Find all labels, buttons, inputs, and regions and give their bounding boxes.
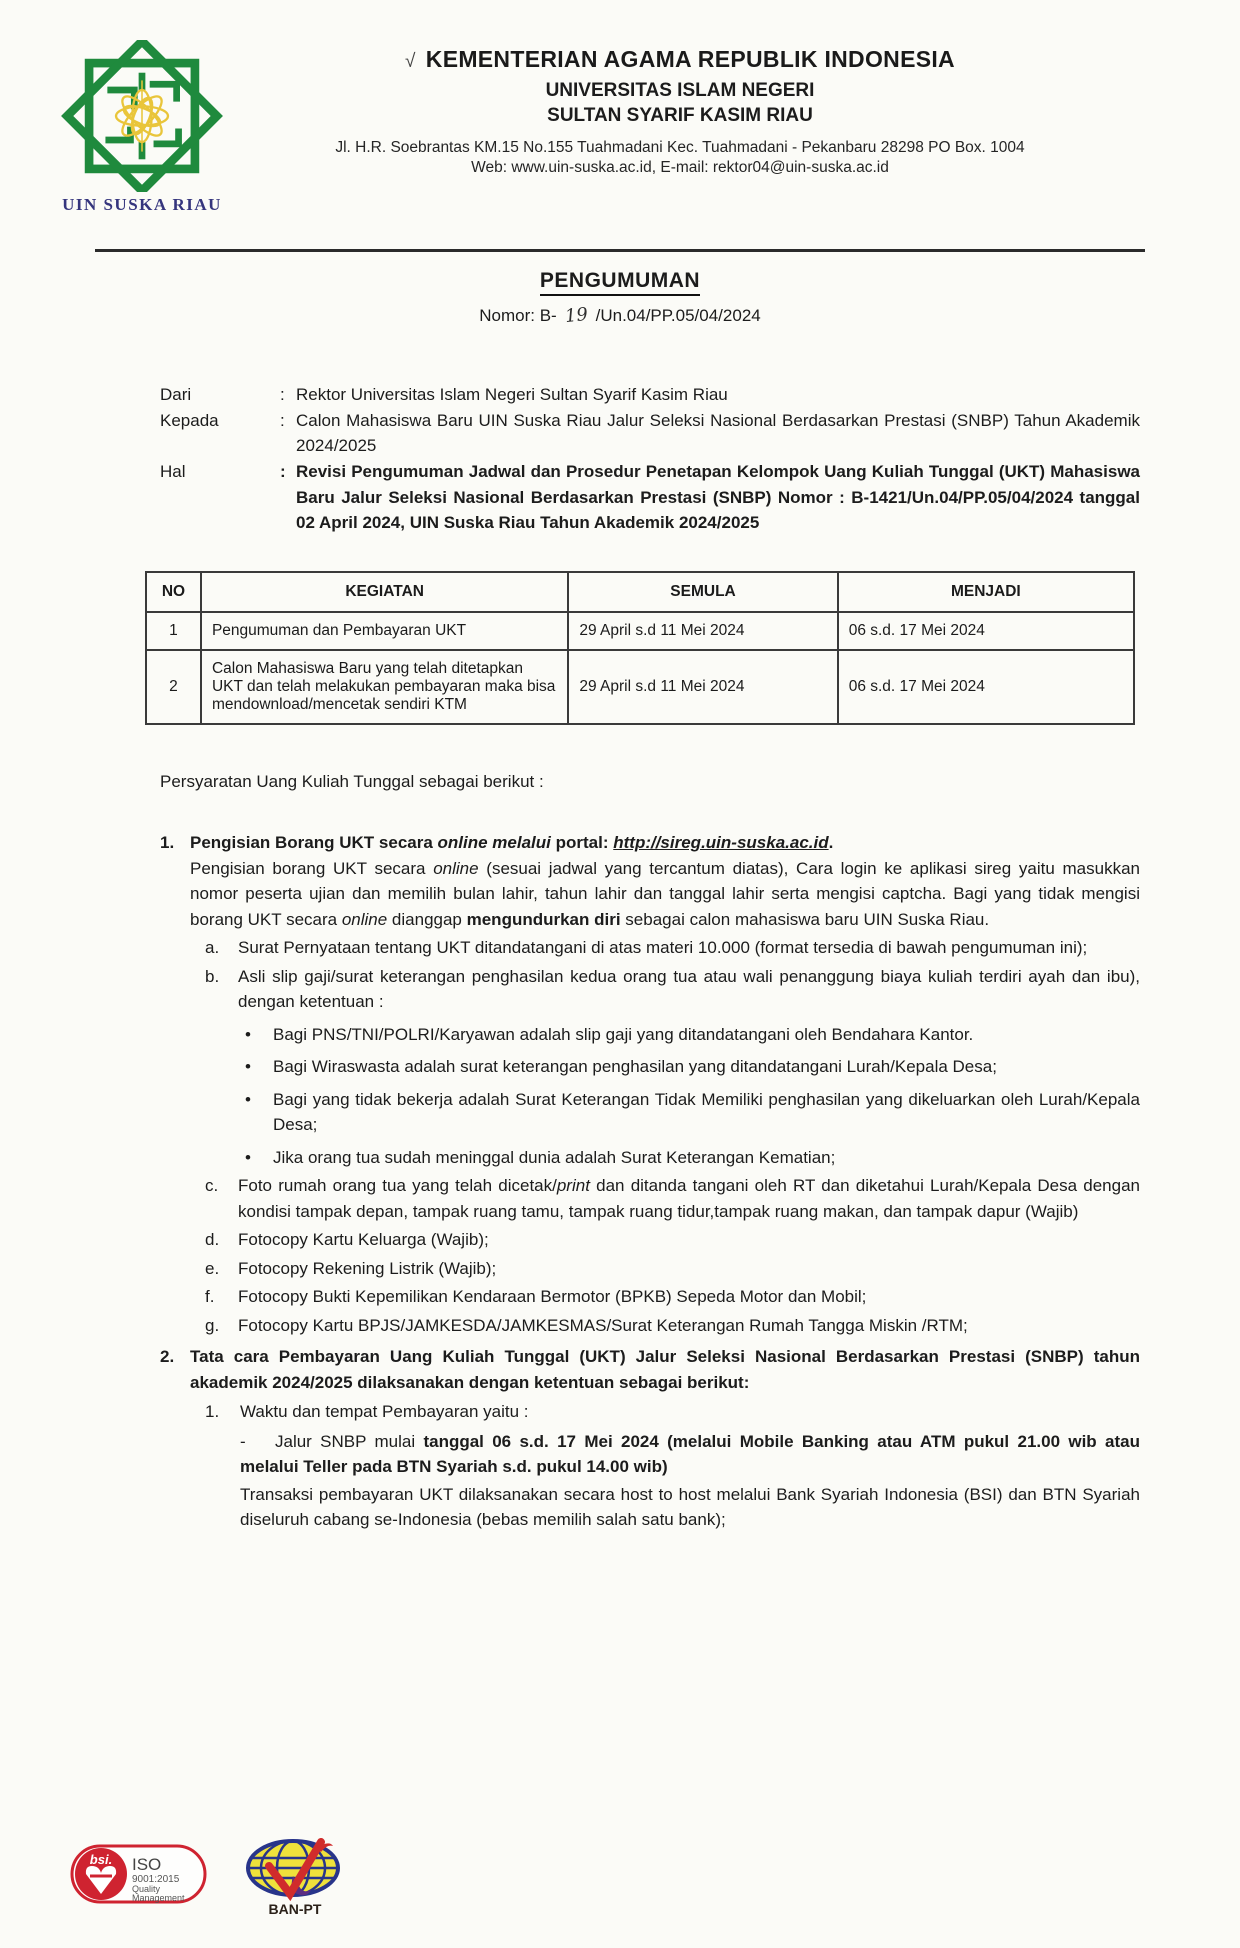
meta-value: Calon Mahasiswa Baru UIN Suska Riau Jalur Seleksi Nasional Berdasarkan Prestasi (SNBP) Tahun Akademik 2024/2025 — [296, 411, 1140, 456]
dash-text: Jalur SNBP mulai tanggal 06 s.d. 17 Mei 2024 (melalui Mobile Banking atau ATM pukul 21.00 wib atau melalui Teller pada BTN Syariah s.d. pukul 14.00 wib) — [240, 1431, 1140, 1477]
table-row — [146, 612, 1134, 650]
svg-text:9001:2015: 9001:2015 — [132, 1874, 180, 1885]
transaction-note: Transaksi pembayaran UKT dilaksanakan secara host to host melalui Bank Syariah Indonesia (BSI) dan BTN Syariah diseluruh cabang se-Indonesia (bebas memilih salah satu bank); — [240, 1484, 1140, 1530]
checkmark-icon: √ — [405, 51, 416, 72]
bullet-text: Jika orang tua sudah meninggal dunia adalah Surat Keterangan Kematian; — [273, 1147, 836, 1167]
item2-heading: Tata cara Pembayaran Uang Kuliah Tunggal (UKT) Jalur Seleksi Nasional Berdasarkan Prestasi (SNBP) tahun akademik 2024/2025 dilaksanakan dengan ketentuan sebagai berikut: — [190, 1347, 1140, 1392]
ban-pt-icon — [243, 1838, 347, 1918]
list-item-1 — [160, 830, 1140, 1338]
svg-text:ISO: ISO — [132, 1855, 162, 1874]
sub-marker: d. — [205, 1230, 220, 1250]
meta-value: Revisi Pengumuman Jadwal dan Prosedur Penetapan Kelompok Uang Kuliah Tunggal (UKT) Mahasiswa Baru Jalur Seleksi Nasional Berdasarkan Prestasi (SNBP) Nomor : B-1421/Un.04/PP.05/04/2024 tanggal 02 April 2024, UIN Suska Riau Tahun Akademik 2024/2025 — [296, 462, 1140, 532]
document-title: PENGUMUMAN — [0, 269, 1240, 296]
bullet-item — [245, 1087, 1140, 1138]
sub-text: Fotocopy Kartu BPJS/JAMKESDA/JAMKESMAS/Surat Keterangan Rumah Tangga Miskin /RTM; — [238, 1315, 968, 1335]
sub-text: Foto rumah orang tua yang telah dicetak/print dan ditanda tangani oleh RT dan diketahui Lurah/Kepala Desa dengan kondisi tampak depan, tampak ruang tamu, tampak ruang tidur,tampak ruang makan, dan tampak dapur (Wajib) — [238, 1176, 1140, 1221]
bullet-item — [245, 1145, 1140, 1171]
meta-colon: : — [280, 411, 285, 431]
cell-menjadi: 06 s.d. 17 Mei 2024 — [838, 650, 1134, 724]
requirements-intro: Persyaratan Uang Kuliah Tunggal sebagai berikut : — [160, 771, 544, 791]
schedule-revision-table — [145, 571, 1135, 725]
meta-colon: : — [280, 462, 286, 482]
letterhead-divider — [95, 249, 1145, 252]
letter-meta — [160, 382, 1140, 535]
cell-kegiatan: Pengumuman dan Pembayaran UKT — [201, 612, 568, 650]
meta-row-hal — [160, 459, 1140, 534]
inner-marker: 1. — [205, 1402, 220, 1422]
handwritten-number: 19 — [563, 303, 589, 328]
payment-time-item — [205, 1399, 1140, 1425]
meta-label: Hal — [160, 462, 186, 482]
sub-text: Surat Pernyataan tentang UKT ditandatangani di atas materi 10.000 (format tersedia di bawah pengumuman ini); — [238, 938, 1088, 958]
svg-text:bsi.: bsi. — [89, 1852, 113, 1867]
university-name-line1: UNIVERSITAS ISLAM NEGERI — [545, 80, 815, 101]
cell-semula: 29 April s.d 11 Mei 2024 — [568, 650, 837, 724]
sub-marker: f. — [205, 1287, 215, 1307]
university-seal — [52, 40, 232, 215]
bullet-icon: • — [245, 1024, 251, 1044]
svg-text:Management: Management — [132, 1893, 185, 1903]
col-header-semula: SEMULA — [568, 572, 837, 612]
meta-row-kepada — [160, 408, 1140, 458]
svg-text:BAN-PT: BAN-PT — [268, 1901, 322, 1917]
meta-label: Dari — [160, 385, 192, 404]
bullet-item — [245, 1022, 1140, 1048]
cell-no: 2 — [146, 650, 201, 724]
sub-text: Fotocopy Bukti Kepemilikan Kendaraan Bermotor (BPKB) Sepeda Motor dan Mobil; — [238, 1287, 867, 1307]
list-item-2 — [160, 1344, 1140, 1533]
meta-label: Kepada — [160, 411, 219, 431]
table-row — [146, 650, 1134, 724]
sub-marker: g. — [205, 1315, 220, 1335]
item1-heading: Pengisian Borang UKT secara online melalui portal: http://sireg.uin-suska.ac.id. — [190, 833, 834, 853]
sub-marker: b. — [205, 966, 220, 986]
university-name-line2: SULTAN SYARIF KASIM RIAU — [547, 105, 813, 126]
bullet-icon: • — [245, 1089, 251, 1109]
dash-item — [240, 1429, 1140, 1480]
bsi-iso-icon — [70, 1842, 208, 1906]
bullet-icon: • — [245, 1147, 251, 1167]
list-item-content — [190, 1344, 1140, 1533]
sub-text: Fotocopy Kartu Keluarga (Wajib); — [238, 1230, 489, 1250]
university-seal-icon — [57, 40, 227, 192]
meta-row-dari — [160, 382, 1140, 407]
meta-value: Rektor Universitas Islam Negeri Sultan Syarif Kasim Riau — [296, 385, 728, 404]
bullet-text: Bagi Wiraswasta adalah surat keterangan penghasilan yang ditandatangani Lurah/Kepala Desa; — [273, 1057, 997, 1077]
sub-marker: c. — [205, 1176, 219, 1196]
bullet-item — [245, 1054, 1140, 1080]
sub-item-d — [205, 1227, 1140, 1253]
bullet-icon: • — [245, 1057, 251, 1077]
ministry-name: √ KEMENTERIAN AGAMA REPUBLIK INDONESIA — [405, 46, 955, 72]
inner-text: Waktu dan tempat Pembayaran yaitu : — [240, 1402, 529, 1422]
sub-item-b — [205, 964, 1140, 1015]
item1-paragraph: Pengisian borang UKT secara online (sesuai jadwal yang tercantum diatas), Cara login ke aplikasi sireg yaitu masukkan nomor peserta ujian dan memilih bulan lahir, tahun lahir dan tanggal lahir serta mengisi captcha. Bagi yang tidak mengisi borang UKT secara online dianggap mengundurkan diri sebagai calon mahasiswa baru UIN Suska Riau. — [190, 858, 1140, 929]
cell-semula: 29 April s.d 11 Mei 2024 — [568, 612, 837, 650]
sub-text: Fotocopy Rekening Listrik (Wajib); — [238, 1258, 497, 1278]
dash-marker: - — [240, 1431, 246, 1451]
letterhead — [0, 0, 1240, 214]
meta-colon: : — [280, 385, 285, 404]
table-header-row — [146, 572, 1134, 612]
sub-item-f — [205, 1284, 1140, 1310]
list-marker: 1. — [160, 833, 175, 853]
ban-pt-logo — [243, 1838, 347, 1923]
contact-line: Web: www.uin-suska.ac.id, E-mail: rektor04@uin-suska.ac.id — [471, 159, 889, 176]
sub-marker: e. — [205, 1258, 220, 1278]
sub-marker: a. — [205, 938, 220, 958]
col-header-menjadi: MENJADI — [838, 572, 1134, 612]
col-header-no: NO — [146, 572, 201, 612]
sub-item-c — [205, 1173, 1140, 1224]
address-line: Jl. H.R. Soebrantas KM.15 No.155 Tuahmadani Kec. Tuahmadani - Pekanbaru 28298 PO Box. 1004 — [335, 139, 1025, 156]
svg-text:Quality: Quality — [132, 1884, 161, 1894]
bullet-text: Bagi yang tidak bekerja adalah Surat Keterangan Tidak Memiliki penghasilan yang dikeluarkan oleh Lurah/Kepala Desa; — [273, 1089, 1140, 1135]
list-item-content — [190, 830, 1140, 1338]
seal-caption: UIN SUSKA RIAU — [62, 195, 222, 214]
cell-kegiatan: Calon Mahasiswa Baru yang telah ditetapkan UKT dan telah melakukan pembayaran maka bisa mendownload/mencetak sendiri KTM — [201, 650, 568, 724]
sub-item-e — [205, 1256, 1140, 1282]
letter-body — [160, 769, 1140, 1533]
bsi-iso-logo — [70, 1842, 208, 1911]
col-header-kegiatan: KEGIATAN — [201, 572, 568, 612]
document-number: Nomor: B- 19 /Un.04/PP.05/04/2024 — [479, 303, 761, 328]
bullet-text: Bagi PNS/TNI/POLRI/Karyawan adalah slip gaji yang ditandatangani oleh Bendahara Kantor. — [273, 1024, 974, 1044]
cell-no: 1 — [146, 612, 201, 650]
sub-item-g — [205, 1313, 1140, 1339]
list-marker: 2. — [160, 1347, 175, 1367]
sub-text: Asli slip gaji/surat keterangan penghasilan kedua orang tua atau wali penanggung biaya kuliah terdiri ayah dan ibu), dengan ketentuan : — [238, 966, 1140, 1012]
sub-item-a — [205, 935, 1140, 961]
cell-menjadi: 06 s.d. 17 Mei 2024 — [838, 612, 1134, 650]
